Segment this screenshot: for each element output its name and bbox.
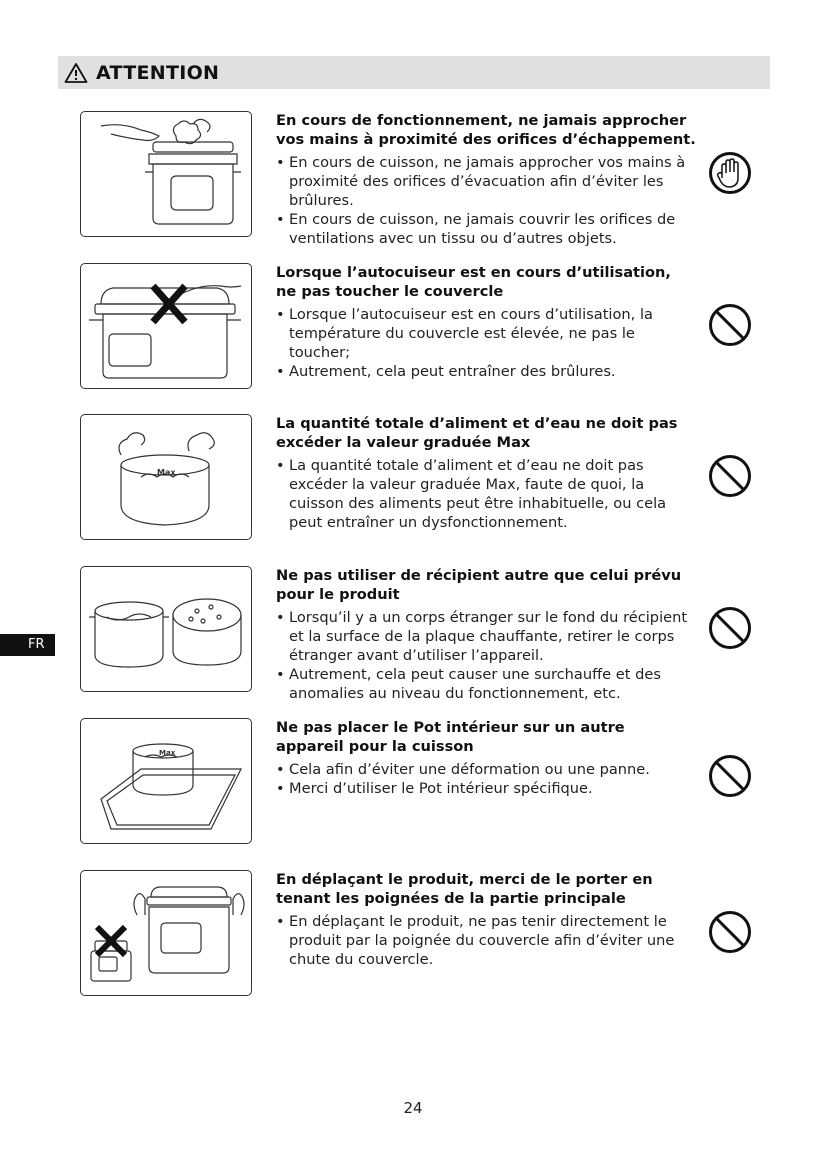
- illustration-inner-pot-max: [80, 414, 252, 540]
- bullet-item: • Autrement, cela peut entraîner des brûlures.: [276, 362, 696, 381]
- bullet-item: • Cela afin d’éviter une déformation ou une panne.: [276, 760, 696, 779]
- bullet-item: • Merci d’utiliser le Pot intérieur spécifique.: [276, 779, 696, 798]
- bullet-list: [276, 305, 696, 381]
- bullet-list: [276, 608, 696, 703]
- illustration-pot-and-plate: [80, 566, 252, 692]
- page-number: 24: [403, 1099, 423, 1117]
- section-title: Ne pas utiliser de récipient autre que celui prévu pour le produit: [276, 567, 682, 603]
- section-title: Lorsque l’autocuiseur est en cours d’utilisation, ne pas toucher le couvercle: [276, 264, 671, 300]
- bullet-item: • En cours de cuisson, ne jamais couvrir les orifices de ventilations avec un tissu ou d’autres objets.: [276, 210, 696, 248]
- bullet-item: • En cours de cuisson, ne jamais approcher vos mains à proximité des orifices d’évacuation afin d’éviter les brûlures.: [276, 153, 696, 210]
- illustration-hand-near-vent: [80, 111, 252, 237]
- prohibited-icon: [708, 303, 752, 347]
- language-tab-label: FR: [28, 637, 45, 652]
- bullet-item: • La quantité totale d’aliment et d’eau ne doit pas excéder la valeur graduée Max, faute de quoi, la cuisson des aliments peut être inhabituelle, ou cela peut entraîner un dysfonctionnement.: [276, 456, 696, 532]
- bullet-list: [276, 153, 696, 248]
- bullet-list: [276, 912, 696, 969]
- warning-triangle-icon: [64, 61, 90, 85]
- max-mark-label: Max: [159, 749, 176, 757]
- bullet-item: • Lorsque l’autocuiseur est en cours d’utilisation, la température du couvercle est élevée, ne pas le toucher;: [276, 305, 696, 362]
- section-title: En cours de fonctionnement, ne jamais approcher vos mains à proximité des orifices d’échappement.: [276, 112, 696, 148]
- section-title: Ne pas placer le Pot intérieur sur un autre appareil pour la cuisson: [276, 719, 625, 755]
- attention-header: [58, 56, 770, 89]
- language-tab: [0, 634, 55, 656]
- prohibited-icon: [708, 606, 752, 650]
- header-title: ATTENTION: [96, 61, 220, 84]
- illustration-carry-by-handles: [80, 870, 252, 996]
- max-mark-label: Max: [157, 468, 176, 477]
- section-title: La quantité totale d’aliment et d’eau ne doit pas excéder la valeur graduée Max: [276, 415, 678, 451]
- bullet-item: • En déplaçant le produit, ne pas tenir directement le produit par la poignée du couvercle afin d’éviter une chute du couvercle.: [276, 912, 696, 969]
- illustration-pot-on-hotplate: [80, 718, 252, 844]
- bullet-item: • Lorsqu’il y a un corps étranger sur le fond du récipient et la surface de la plaque chauffante, retirer le corps étranger avant d’utiliser l’appareil.: [276, 608, 696, 665]
- section-title: En déplaçant le produit, merci de le porter en tenant les poignées de la partie principale: [276, 871, 653, 907]
- bullet-item: • Autrement, cela peut causer une surchauffe et des anomalies au niveau du fonctionnement, etc.: [276, 665, 696, 703]
- prohibited-icon: [708, 454, 752, 498]
- bullet-list: [276, 760, 696, 798]
- prohibited-icon: [708, 754, 752, 798]
- bullet-list: [276, 456, 696, 532]
- prohibited-icon: [708, 910, 752, 954]
- no-touch-hand-icon: [708, 151, 752, 195]
- illustration-hand-on-lid: [80, 263, 252, 389]
